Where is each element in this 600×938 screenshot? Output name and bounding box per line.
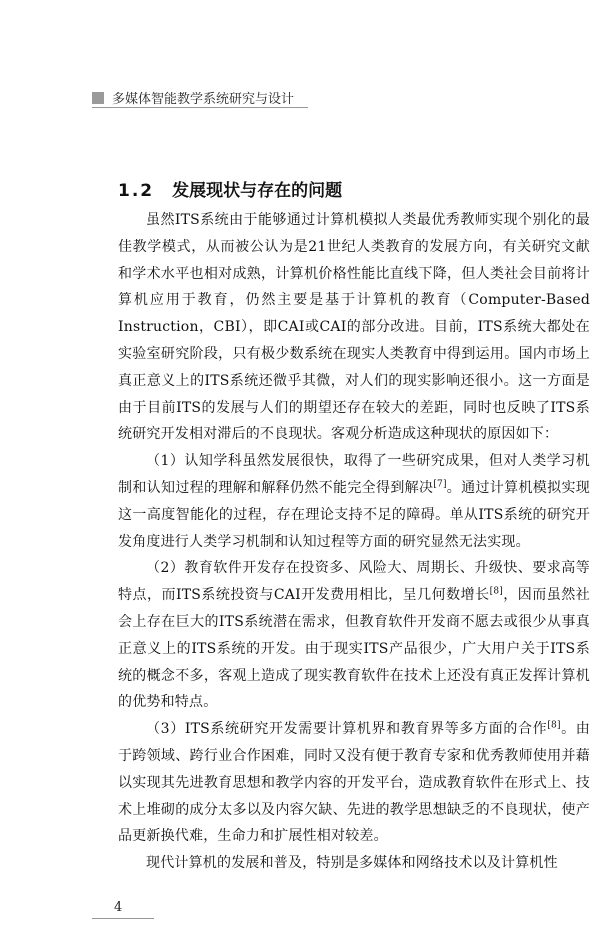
citation-ref: [7]	[433, 479, 447, 490]
section-number: 1.2	[118, 181, 155, 201]
paragraph	[118, 555, 590, 716]
section-title: 发展现状与存在的问题	[172, 181, 343, 201]
header-marker	[92, 92, 104, 104]
paragraph: 虽然ITS系统由于能够通过计算机模拟人类最优秀教师实现个别化的最佳教学模式，从而被公认为是21世纪人类教育的发展方向，有关研究文献和学术水平也相对成熟，计算机价格性能比直线下降，但人类社会目前将计算机应用于教育，仍然主要是基于计算机的教育（Computer-Based Instruction，CBI），即CAI或CAI的部分改进。目前，ITS系统大都处在实验室研究阶段，只有极少数系统在现实人类教育中得到运用。国内市场上真正意义上的ITS系统还微乎其微，对人们的现实影响还很小。这一方面是由于目前ITS的发展与人们的期望还存在较大的差距，同时也反映了ITS系统研究开发相对滞后的不良现状。客观分析造成这种现状的原因如下：	[118, 212, 590, 443]
paragraph	[118, 716, 590, 850]
section-heading	[118, 176, 342, 201]
paragraph-text: 。通过计算机模拟实现这一高度智能化的过程，存在理论支持不足的障碍。单从ITS系统的研究开发角度进行人类学习机制和认知过程等方面的研究显然无法实现。	[118, 479, 590, 550]
citation-ref: [8]	[489, 586, 503, 597]
paragraph-text: 。由于跨领域、跨行业合作困难，同时又没有便于教育专家和优秀教师使用并藉以实现其先进教育思想和教学内容的开发平台，造成教育软件在形式上、技术上堆砌的成分太多以及内容欠缺、先进的教学思想缺乏的不良现状，使产品更新换代难，生命力和扩展性相对较差。	[118, 721, 590, 845]
footer-rule	[92, 918, 154, 919]
page-number: 4	[114, 900, 123, 915]
paragraph	[118, 448, 590, 555]
running-header-title: 多媒体智能教学系统研究与设计	[112, 92, 295, 107]
paragraph-text: （3）ITS系统研究开发需要计算机界和教育界等多方面的合作	[146, 721, 548, 738]
paragraph-text: ，因而虽然社会上存在巨大的ITS系统潜在需求，但教育软件开发商不愿去或很少从事真正意义上的ITS系统的开发。由于现实ITS产品很少，广大用户关于ITS系统的概念不多，客观上造成了现实教育软件在技术上还没有真正发挥计算机的优势和特点。	[118, 587, 590, 711]
paragraph-text: （2）教育软件开发存在投资多、风险大、周期长、升级快、要求高等特点，而ITS系统投资与CAI开发费用相比，呈几何数增长	[118, 560, 590, 604]
body-text	[118, 207, 590, 877]
paragraph: 现代计算机的发展和普及，特别是多媒体和网络技术以及计算机性	[146, 855, 558, 872]
paragraph-text: （1）认知学科虽然发展很快，取得了一些研究成果，但对人类学习机制和认知过程的理解和解释仍然不能完全得到解决	[118, 453, 590, 496]
running-header	[92, 88, 294, 107]
header-rule	[92, 107, 308, 108]
citation-ref: [8]	[547, 720, 561, 731]
